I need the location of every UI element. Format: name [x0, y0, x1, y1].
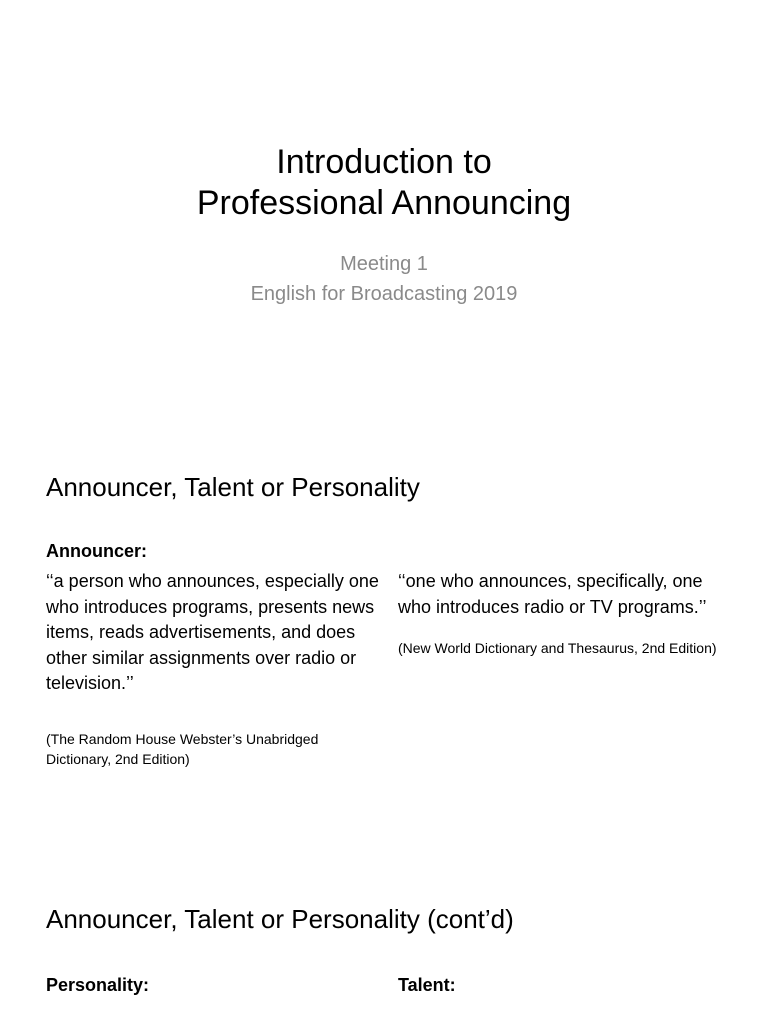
term-label: Talent: [398, 975, 456, 995]
title-line-2: Professional Announcing [196, 184, 572, 222]
title-line-1: Introduction to [276, 143, 492, 181]
slide-heading: Announcer, Talent or Personality [46, 472, 420, 502]
presentation-title [0, 142, 768, 224]
term-label: Personality: [46, 975, 150, 995]
left-column [46, 539, 386, 769]
definition-quote: ‘‘one who announces, specifically, one who introduces radio or TV programs.’’ [398, 571, 707, 617]
left-column [46, 973, 386, 997]
right-column [398, 569, 738, 658]
subtitle-line-1: Meeting 1 [340, 253, 428, 275]
slide-heading: Announcer, Talent or Personality (cont’d) [46, 904, 514, 934]
presentation-subtitle [0, 249, 768, 309]
definition-source: (The Random House Webster’s Unabridged Dictionary, 2nd Edition) [46, 730, 319, 767]
subtitle-line-2: English for Broadcasting 2019 [250, 283, 518, 305]
right-column [398, 973, 738, 997]
term-label: Announcer: [46, 541, 147, 561]
announcer-slide [0, 410, 768, 840]
title-slide [0, 0, 768, 410]
definition-source: (New World Dictionary and Thesaurus, 2nd Edition) [398, 640, 717, 656]
announcer-contd-slide [0, 840, 768, 1024]
definition-quote: ‘‘a person who announces, especially one who introduces programs, presents news items, reads advertisements, and does other similar assignments over radio or television.’’ [46, 571, 379, 693]
